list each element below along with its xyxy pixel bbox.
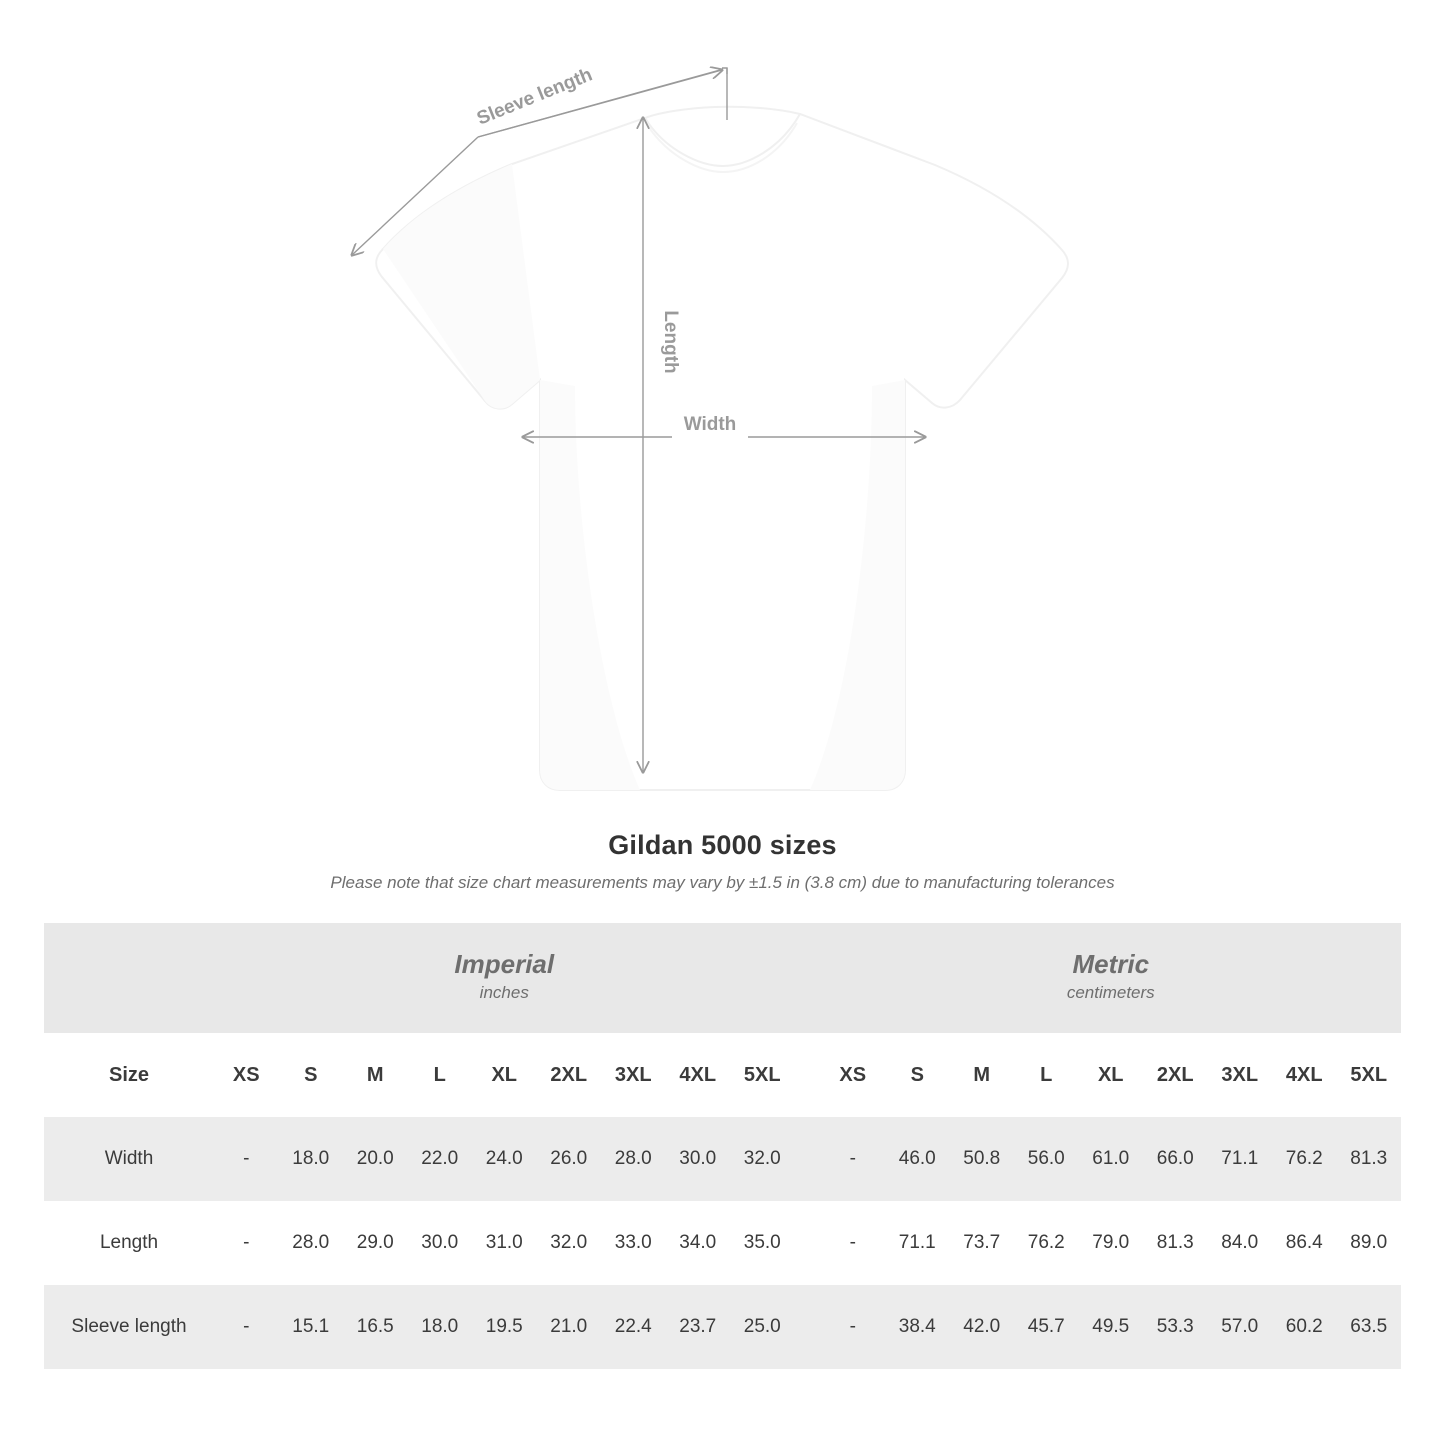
size-header-cell: M <box>950 1033 1015 1117</box>
measure-cell: 86.4 <box>1272 1201 1337 1285</box>
measure-cell: 21.0 <box>537 1285 602 1369</box>
measure-cell: 33.0 <box>601 1201 666 1285</box>
measure-cell: 71.1 <box>1208 1117 1273 1201</box>
width-label: Width <box>683 414 737 435</box>
measure-cell: 45.7 <box>1014 1285 1079 1369</box>
size-header-cell: 5XL <box>1337 1033 1402 1117</box>
unit-sub-imperial: inches <box>479 983 529 1003</box>
unit-header-metric <box>821 923 1402 1033</box>
measure-cell: 15.1 <box>279 1285 344 1369</box>
size-header-cell: 2XL <box>1143 1033 1208 1117</box>
measure-cell: 34.0 <box>666 1201 731 1285</box>
column-gap <box>795 1033 821 1117</box>
measure-cell: 50.8 <box>950 1117 1015 1201</box>
measure-cell: - <box>821 1117 886 1201</box>
measure-cell: - <box>214 1285 279 1369</box>
unit-sub-metric: centimeters <box>1066 983 1155 1003</box>
column-gap <box>795 1285 821 1369</box>
unit-header-imperial <box>214 923 795 1033</box>
measure-cell: 60.2 <box>1272 1285 1337 1369</box>
row-label: Sleeve length <box>44 1285 214 1369</box>
measure-cell: 25.0 <box>730 1285 795 1369</box>
row-label: Length <box>44 1201 214 1285</box>
measure-cell: 81.3 <box>1143 1201 1208 1285</box>
measure-cell: 30.0 <box>408 1201 473 1285</box>
table-size-row <box>44 1033 1401 1117</box>
sleeve-length-label: Sleeve length <box>474 64 596 130</box>
measure-cell: 57.0 <box>1208 1285 1273 1369</box>
unit-header-gap <box>795 923 821 1033</box>
measure-cell: 76.2 <box>1014 1201 1079 1285</box>
size-header-cell: L <box>1014 1033 1079 1117</box>
measure-cell: 38.4 <box>885 1285 950 1369</box>
table-row <box>44 1201 1401 1285</box>
size-row-label: Size <box>44 1033 214 1117</box>
size-header-cell: 4XL <box>666 1033 731 1117</box>
measure-cell: 76.2 <box>1272 1117 1337 1201</box>
size-header-cell: XS <box>821 1033 886 1117</box>
measure-cell: 81.3 <box>1337 1117 1402 1201</box>
table-row <box>44 1285 1401 1369</box>
size-table-wrapper <box>0 893 1445 1369</box>
measure-cell: 16.5 <box>343 1285 408 1369</box>
tolerance-note: Please note that size chart measurements may vary by ±1.5 in (3.8 cm) due to manufacturing tolerances <box>330 873 1115 892</box>
column-gap <box>795 1117 821 1201</box>
measure-cell: 32.0 <box>730 1117 795 1201</box>
measure-cell: 56.0 <box>1014 1117 1079 1201</box>
measure-cell: 31.0 <box>472 1201 537 1285</box>
measure-cell: 30.0 <box>666 1117 731 1201</box>
measure-cell: 28.0 <box>601 1117 666 1201</box>
table-unit-header-row <box>44 923 1401 1033</box>
measure-cell: 29.0 <box>343 1201 408 1285</box>
tshirt-shape <box>376 107 1068 790</box>
column-gap <box>795 1201 821 1285</box>
measure-cell: 46.0 <box>885 1117 950 1201</box>
measure-cell: 20.0 <box>343 1117 408 1201</box>
measure-cell: - <box>821 1285 886 1369</box>
size-header-cell: L <box>408 1033 473 1117</box>
measure-cell: - <box>214 1201 279 1285</box>
measure-cell: 19.5 <box>472 1285 537 1369</box>
measure-cell: 18.0 <box>279 1117 344 1201</box>
measure-cell: 71.1 <box>885 1201 950 1285</box>
measure-cell: 18.0 <box>408 1285 473 1369</box>
row-label: Width <box>44 1117 214 1201</box>
size-header-cell: 2XL <box>537 1033 602 1117</box>
unit-name-metric: Metric <box>1072 949 1150 980</box>
measure-cell: 61.0 <box>1079 1117 1144 1201</box>
size-header-cell: M <box>343 1033 408 1117</box>
size-header-cell: 5XL <box>730 1033 795 1117</box>
page-title: Gildan 5000 sizes <box>608 830 837 860</box>
size-header-cell: XL <box>472 1033 537 1117</box>
size-header-cell: 3XL <box>601 1033 666 1117</box>
measure-cell: 89.0 <box>1337 1201 1402 1285</box>
measure-cell: 49.5 <box>1079 1285 1144 1369</box>
measure-cell: 84.0 <box>1208 1201 1273 1285</box>
measure-cell: 63.5 <box>1337 1285 1402 1369</box>
size-header-cell: 4XL <box>1272 1033 1337 1117</box>
measure-cell: 53.3 <box>1143 1285 1208 1369</box>
measure-cell: 42.0 <box>950 1285 1015 1369</box>
size-header-cell: S <box>279 1033 344 1117</box>
measure-cell: 73.7 <box>950 1201 1015 1285</box>
size-header-cell: 3XL <box>1208 1033 1273 1117</box>
measure-cell: 23.7 <box>666 1285 731 1369</box>
unit-name-imperial: Imperial <box>454 949 555 980</box>
unit-header-spacer <box>44 923 214 1033</box>
size-header-cell: XS <box>214 1033 279 1117</box>
measure-cell: - <box>821 1201 886 1285</box>
length-label: Length <box>660 310 681 374</box>
measure-cell: 32.0 <box>537 1201 602 1285</box>
measure-cell: 26.0 <box>537 1117 602 1201</box>
size-header-cell: S <box>885 1033 950 1117</box>
table-row <box>44 1117 1401 1201</box>
size-header-cell: XL <box>1079 1033 1144 1117</box>
measure-cell: 22.0 <box>408 1117 473 1201</box>
measure-cell: 35.0 <box>730 1201 795 1285</box>
measure-cell: 28.0 <box>279 1201 344 1285</box>
measure-cell: 22.4 <box>601 1285 666 1369</box>
measure-cell: 79.0 <box>1079 1201 1144 1285</box>
size-table <box>44 923 1401 1369</box>
measure-cell: 24.0 <box>472 1117 537 1201</box>
measure-cell: - <box>214 1117 279 1201</box>
measure-cell: 66.0 <box>1143 1117 1208 1201</box>
